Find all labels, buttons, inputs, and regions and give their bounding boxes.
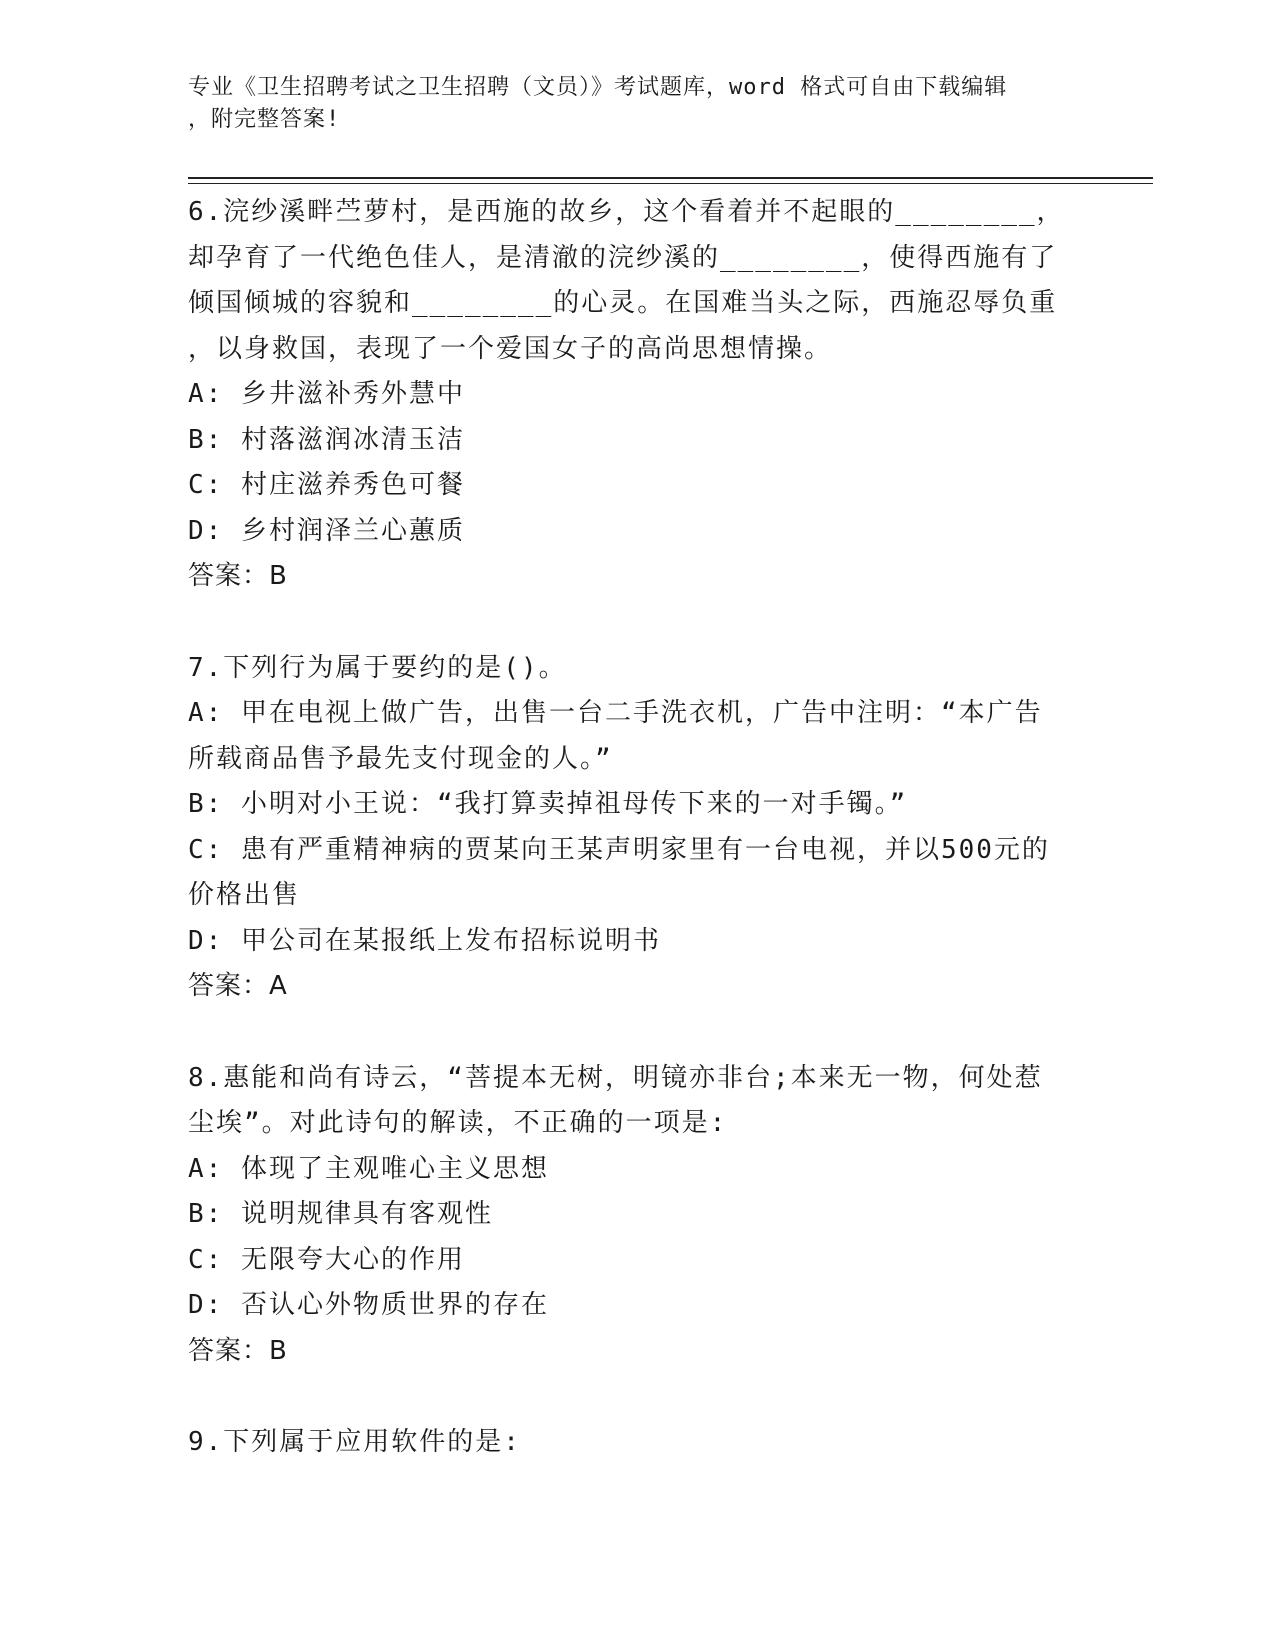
- option-d: D: 否认心外物质世界的存在: [188, 1290, 549, 1320]
- header-rule-thin: [188, 183, 1153, 184]
- option-d: D: 甲公司在某报纸上发布招标说明书: [188, 925, 661, 956]
- option-c: C: 无限夸大心的作用: [188, 1244, 465, 1275]
- option-b: B: 小明对小王说：“我打算卖掉祖母传下来的一对手镯。”: [188, 789, 908, 819]
- option-b: B: 村落滋润冰清玉洁: [188, 424, 465, 455]
- question-list: [188, 190, 1088, 1512]
- option-c: C: 患有严重精神病的贾某向王某声明家里有一台电视，并以500元的: [188, 834, 1050, 865]
- question-8: [188, 1056, 1088, 1375]
- answer: 答案：A: [188, 971, 288, 1001]
- answer: 答案：B: [188, 1335, 288, 1366]
- answer: 答案：B: [188, 561, 288, 591]
- option-a-continued: 所载商品售予最先支付现金的人。”: [188, 743, 613, 774]
- question-stem: 8.惠能和尚有诗云，“菩提本无树，明镜亦非台;本来无一物，何处惹: [188, 1062, 1043, 1093]
- question-stem: 7.下列行为属于要约的是()。: [188, 652, 567, 683]
- question-7: [188, 646, 1088, 1010]
- question-stem: ，以身救国，表现了一个爱国女子的高尚思想情操。: [188, 333, 833, 364]
- document-header: [188, 72, 1088, 136]
- question-stem: 却孕育了一代绝色佳人，是清澈的浣纱溪的________，使得西施有了: [188, 242, 1058, 273]
- option-a: A: 甲在电视上做广告，出售一台二手洗衣机，广告中注明：“本广告: [188, 698, 1043, 728]
- option-b: B: 说明规律具有客观性: [188, 1199, 493, 1229]
- header-rule-thick: [188, 177, 1153, 179]
- question-stem: 9.下列属于应用软件的是:: [188, 1427, 521, 1457]
- option-c-continued: 价格出售: [188, 880, 301, 910]
- question-stem: 6.浣纱溪畔苎萝村，是西施的故乡，这个看着并不起眼的________，: [188, 197, 1065, 227]
- option-a: A: 乡井滋补秀外慧中: [188, 379, 465, 409]
- question-9: [188, 1420, 1088, 1466]
- option-d: D: 乡村润泽兰心蕙质: [188, 515, 465, 546]
- question-6: [188, 190, 1088, 600]
- option-c: C: 村庄滋养秀色可餐: [188, 470, 465, 500]
- option-a: A: 体现了主观唯心主义思想: [188, 1153, 549, 1184]
- header-line-1: 专业《卫生招聘考试之卫生招聘（文员）》考试题库，word 格式可自由下载编辑: [188, 75, 1008, 100]
- question-stem: 尘埃”。对此诗句的解读，不正确的一项是:: [188, 1108, 728, 1138]
- question-stem: 倾国倾城的容貌和________的心灵。在国难当头之际，西施忍辱负重: [188, 288, 1058, 318]
- header-line-2: ，附完整答案!: [188, 107, 341, 132]
